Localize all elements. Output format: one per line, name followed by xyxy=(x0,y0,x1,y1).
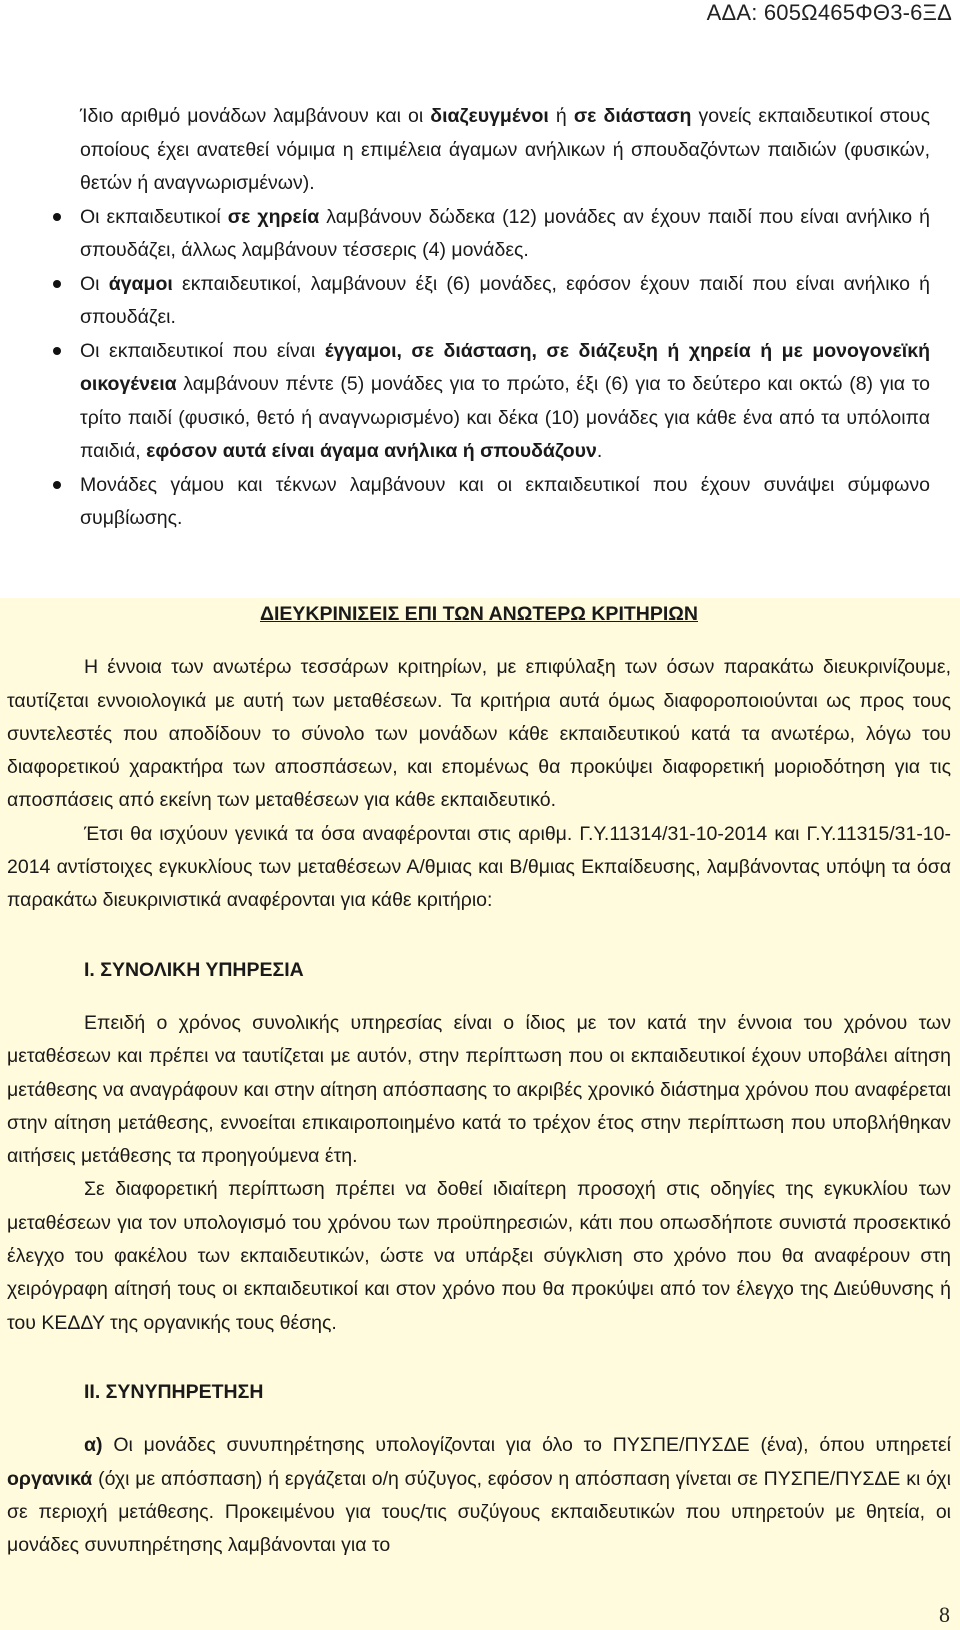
bold-text: έγγαμοι, σε διάσταση, σε διάζευξη ή χηρεία ή με μονογονεϊκή οικογένεια xyxy=(80,339,930,395)
text: λαμβάνουν δώδεκα (12) μονάδες αν έχουν παιδί που είναι ανήλικο ή σπουδάζει, άλλως λαμβάνουν τέσσερις (4) μονάδες. xyxy=(80,205,931,261)
ada-code: ΑΔΑ: 605Ω465ΦΘ3-6ΞΔ xyxy=(706,0,952,25)
text: Οι xyxy=(80,272,109,295)
bullet-item-unmarried xyxy=(80,268,930,335)
bullet-item-married xyxy=(80,335,930,469)
text: Οι εκπαιδευτικοί που είναι xyxy=(80,339,325,362)
paragraph-total-service-2: Σε διαφορετική περίπτωση πρέπει να δοθεί ιδιαίτερη προσοχή στις οδηγίες της εγκυκλίου των μεταθέσεων για τον υπολογισμό του χρόνου των προϋπηρεσιών, κάτι που οπωσδήποτε συνιστά προσεκτικό έλεγχο του φακέλου των εκπαιδευτικών, ώστε να υπάρξει σύγκλιση στο χρόνο που θα αναφέρουν στη χειρόγραφη αίτησή τους οι εκπαιδευτικοί και στον χρόνο που θα προκύψει από τον έλεγχο της Διεύθυνσης ή του ΚΕΔΔΥ της οργανικής τους θέσης. xyxy=(7,1178,951,1334)
bold-text: σε διάσταση xyxy=(573,105,692,127)
clarifications-body xyxy=(7,598,951,1562)
bold-text: σε χηρεία xyxy=(227,205,320,228)
subsection-title-total-service: Ι. ΣΥΝΟΛΙΚΗ ΥΠΗΡΕΣΙΑ xyxy=(84,958,304,981)
bullet-item-cohabitation: Μονάδες γάμου και τέκνων λαμβάνουν και οι εκπαιδευτικοί που έχουν συνάψει σύμφωνο συμβίωσης. xyxy=(80,469,930,536)
page-number: 8 xyxy=(939,1602,950,1627)
section-heading: ΔΙΕΥΚΡΙΝΙΣΕΙΣ ΕΠΙ ΤΩΝ ΑΝΩΤΕΡΩ ΚΡΙΤΗΡΙΩΝ xyxy=(259,603,698,625)
text: εκπαιδευτικοί, λαμβάνουν έξι (6) μονάδες, εφόσον έχουν παιδί που είναι ανήλικο ή σπουδάζει. xyxy=(80,272,930,328)
paragraph-criteria-meaning: Η έννοια των ανωτέρω τεσσάρων κριτηρίων, με επιφύλαξη των όσων παρακάτω διευκρινίζουμε, ταυτίζεται εννοιολογικά με αυτή των μεταθέσεων. Τα κριτήρια αυτά όμως διαφοροποιούνται ως προς τους συντελεστές που αποδίδουν το σύνολο των μονάδων κάθε εκπαιδευτικού κατά τα ανωτέρω, λόγω του διαφορετικού χαρακτήρα των αποσπάσεων, και επομένως θα προκύψει διαφορετική μοριοδότηση για τις αποσπάσεις από εκείνη των μεταθέσεων για κάθε εκπαιδευτικό. xyxy=(7,656,951,812)
text: ή xyxy=(548,105,574,127)
text: λαμβάνουν πέντε (5) μονάδες για το πρώτο, έξι (6) για το δεύτερο και οκτώ (8) για το τρίτο παιδί (φυσικό, θετό ή αναγνωρισμένο) και δέκα (10) μονάδες για κάθε ένα από τα υπόλοιπα παιδιά, xyxy=(80,373,930,462)
bold-text: οργανικά xyxy=(7,1467,93,1490)
top-text-block xyxy=(80,100,930,536)
text: Οι μονάδες συνυπηρέτησης υπολογίζονται για όλο το ΠΥΣΠΕ/ΠΥΣΔΕ (ένα), όπου υπηρετεί xyxy=(102,1434,951,1457)
intro-paragraph xyxy=(80,100,930,201)
bullet-list xyxy=(80,201,930,536)
subsection-title-coservice: ΙΙ. ΣΥΝΥΠΗΡΕΤΗΣΗ xyxy=(84,1380,264,1403)
paragraph-circulars: Έτσι θα ισχύουν γενικά τα όσα αναφέρονται στις αριθμ. Γ.Υ.11314/31-10-2014 και Γ.Υ.11315/31-10-2014 αντίστοιχες εγκυκλίους των μεταθέσεων Α/θμιας και Β/θμιας Εκπαίδευσης, λαμβάνοντας υπόψη τα όσα παρακάτω διευκρινιστικά αναφέρονται για κάθε κριτήριο: xyxy=(7,822,951,912)
item-label: α) xyxy=(84,1434,103,1457)
paragraph-coservice-a xyxy=(7,1429,951,1562)
text: Οι εκπαιδευτικοί xyxy=(80,205,228,228)
bold-text: διαζευγμένοι xyxy=(430,105,549,127)
paragraph-total-service-1: Επειδή ο χρόνος συνολικής υπηρεσίας είναι ο ίδιος με τον κατά την έννοια του χρόνου των μεταθέσεων και πρέπει να ταυτίζεται με αυτόν, στην περίπτωση που οι εκπαιδευτικοί έχουν υποβάλει αίτηση μετάθεσης να αναγράφουν και στην αίτηση απόσπασης το ακριβές χρονικό διάστημα χρόνου που αναφέρεται στην αίτηση μετάθεσης, εννοείται επικαιροποιημένο κατά το τρέχον έτος στην περίπτωση που υποβλήθηκαν αιτήσεις μετάθεσης τα προηγούμενα έτη. xyxy=(7,1011,951,1168)
bullet-item-widowed xyxy=(80,201,930,268)
text: . xyxy=(596,440,603,462)
clarifications-section xyxy=(0,598,960,1630)
bold-text: εφόσον αυτά είναι άγαμα ανήλικα ή σπουδάζουν xyxy=(146,440,597,462)
bold-text: άγαμοι xyxy=(108,272,173,295)
text: γονείς εκπαιδευτικοί στους οποίους έχει ανατεθεί νόμιμα η επιμέλεια άγαμων ανήλικων ή σπουδαζόντων παιδιών (φυσικών, θετών ή αναγνωρισμένων). xyxy=(80,105,930,194)
text: Ίδιο αριθμό μονάδων λαμβάνουν και οι xyxy=(80,105,431,127)
text: (όχι με απόσπαση) ή εργάζεται ο/η σύζυγος, εφόσον η απόσπαση γίνεται σε ΠΥΣΠΕ/ΠΥΣΔΕ κι όχι σε περιοχή μετάθεσης. Προκειμένου για τους/τις συζύγους εκπαιδευτικών που υπηρετούν με θητεία, οι μονάδες συνυπηρέτησης λαμβάνονται για το xyxy=(7,1467,951,1557)
